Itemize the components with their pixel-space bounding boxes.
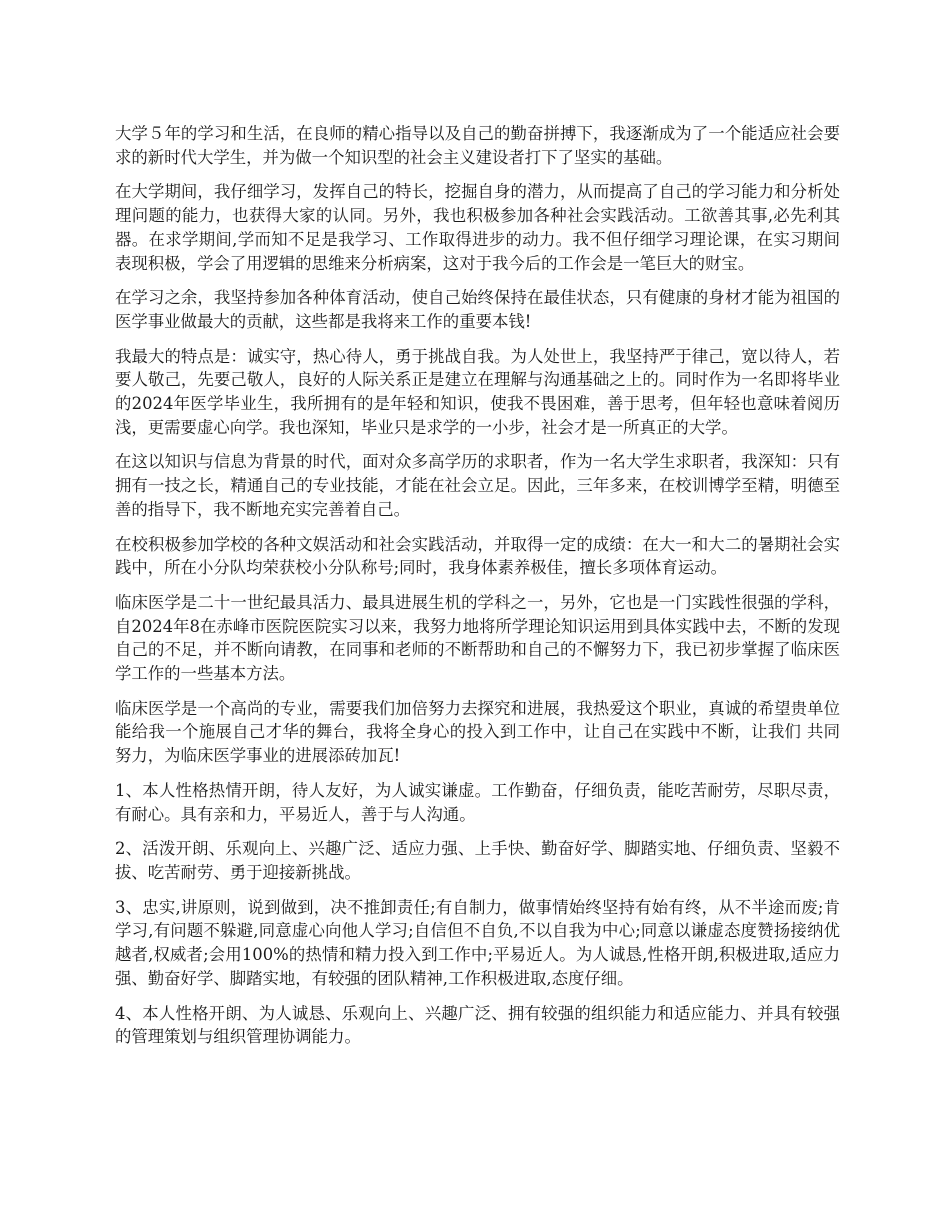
paragraph-4: 我最大的特点是：诚实守，热心待人，勇于挑战自我。为人处世上，我坚持严于律己，宽以待人，若要人敬己，先要己敬人，良好的人际关系正是建立在理解与沟通基础之上的。同时作为一名即将毕业的2024年医学毕业生，我所拥有的是年轻和知识，使我不畏困难，善于思考，但年轻也意味着阅历浅，更需要虚心向学。我也深知，毕业只是求学的一小步，社会才是一所真正的大学。	[115, 346, 840, 437]
list-item-4: 4、本人性格开朗、为人诚恳、乐观向上、兴趣广泛、拥有较强的组织能力和适应能力、并具有较强的管理策划与组织管理协调能力。	[115, 1003, 840, 1047]
list-item-1: 1、本人性格热情开朗，待人友好，为人诚实谦虚。工作勤奋，仔细负责，能吃苦耐劳，尽职尽责，有耐心。具有亲和力，平易近人，善于与人沟通。	[115, 780, 840, 824]
paragraph-2: 在大学期间，我仔细学习，发挥自己的特长，挖掘自身的潜力，从而提高了自己的学习能力和分析处理问题的能力，也获得大家的认同。另外，我也积极参加各种社会实践活动。工欲善其事,必先利其器。在求学期间,学而知不足是我学习、工作取得进步的动力。我不但仔细学习理论课，在实习期间表现积极，学会了用逻辑的思维来分析病案，这对于我今后的工作会是一笔巨大的财宝。	[115, 182, 840, 273]
paragraph-6: 在校积极参加学校的各种文娱活动和社会实践活动，并取得一定的成绩：在大一和大二的暑期社会实践中，所在小分队均荣获校小分队称号;同时，我身体素养极佳，擅长多项体育运动。	[115, 534, 840, 578]
list-item-2: 2、活泼开朗、乐观向上、兴趣广泛、适应力强、上手快、勤奋好学、脚踏实地、仔细负责、坚毅不拔、吃苦耐劳、勇于迎接新挑战。	[115, 839, 840, 882]
document-body	[115, 122, 840, 1060]
paragraph-3: 在学习之余，我坚持参加各种体育活动，使自己始终保持在最佳状态，只有健康的身材才能为祖国的医学事业做最大的贡献，这些都是我将来工作的重要本钱!	[115, 288, 840, 331]
paragraph-1: 大学５年的学习和生活，在良师的精心指导以及自己的勤奋拼搏下，我逐渐成为了一个能适应社会要求的新时代大学生，并为做一个知识型的社会主义建设者打下了坚实的基础。	[115, 124, 840, 167]
paragraph-7: 临床医学是二十一世纪最具活力、最具进展生机的学科之一，另外，它也是一门实践性很强的学科，自2024年8在赤峰市医院医院实习以来，我努力地将所学理论知识运用到具体实践中去，不断的发现自己的不足，并不断向请教，在同事和老师的不断帮助和自己的不懈努力下，我已初步掌握了临床医学工作的一些基本方法。	[115, 592, 840, 684]
list-item-3: 3、忠实,讲原则，说到做到，决不推卸责任;有自制力，做事情始终坚持有始有终，从不半途而废;肯学习,有问题不躲避,同意虚心向他人学习;自信但不自负,不以自我为中心;同意以谦虚态度赞扬接纳优越者,权威者;会用100%的热情和精力投入到工作中;平易近人。为人诚恳,性格开朗,积极进取,适应力强、勤奋好学、脚踏实地，有较强的团队精神,工作积极进取,态度仔细。	[115, 897, 840, 988]
paragraph-8: 临床医学是一个高尚的专业，需要我们加倍努力去探究和进展，我热爱这个职业，真诚的希望贵单位能给我一个施展自己才华的舞台，我将全身心的投入到工作中，让自己在实践中不断，让我们 共同努力，为临床医学事业的进展添砖加瓦!	[115, 698, 840, 766]
paragraph-5: 在这以知识与信息为背景的时代，面对众多高学历的求职者，作为一名大学生求职者，我深知：只有拥有一技之长，精通自己的专业技能，才能在社会立足。因此，三年多来，在校训博学至精，明德至善的指导下，我不断地充实完善着自己。	[115, 452, 840, 519]
